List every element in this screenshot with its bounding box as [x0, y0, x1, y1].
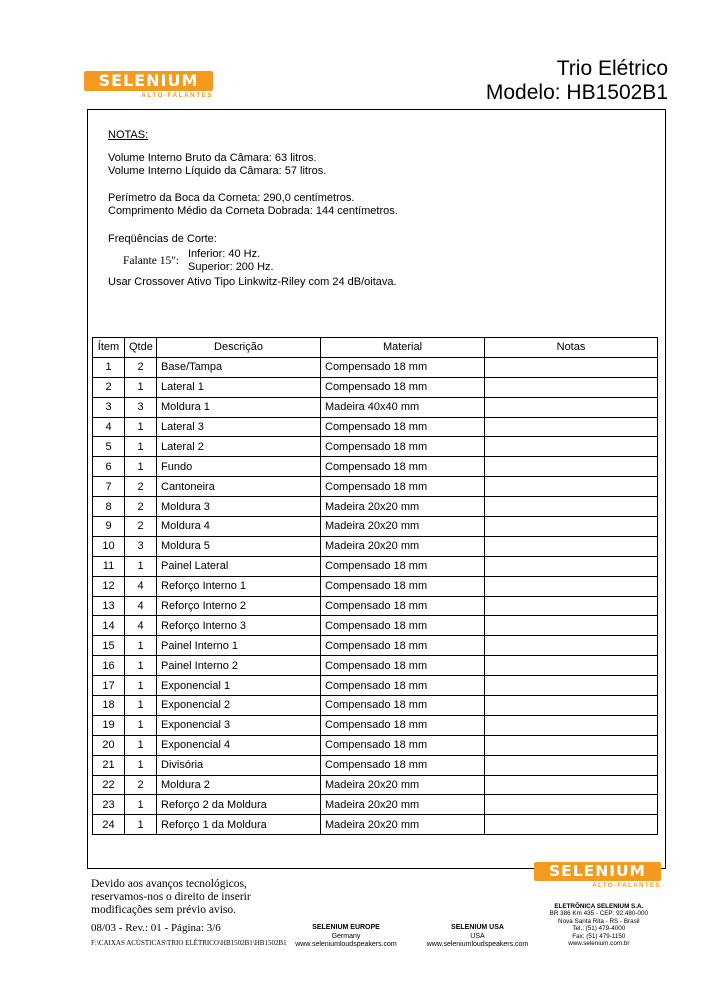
cell-material: Compensado 18 mm — [321, 676, 485, 696]
office-usa — [420, 924, 535, 950]
note-crossover: Usar Crossover Ativo Tipo Linkwitz-Riley com 24 dB/oitava. — [108, 276, 397, 288]
cell-description: Painel Lateral — [157, 556, 321, 576]
note-lower-freq: Inferior: 40 Hz. — [188, 248, 261, 260]
cell-item: 24 — [93, 815, 125, 835]
cell-item: 8 — [93, 497, 125, 517]
cell-notes — [485, 477, 658, 497]
title-line-2: Modelo: HB1502B1 — [485, 81, 668, 104]
note-volume-net: Volume Interno Líquido da Câmara: 57 litros. — [108, 165, 327, 177]
cell-notes — [485, 636, 658, 656]
cell-material: Madeira 40x40 mm — [321, 397, 485, 417]
header-qty: Qtde — [125, 338, 157, 358]
cell-description: Reforço Interno 2 — [157, 596, 321, 616]
cell-notes — [485, 735, 658, 755]
cell-material: Compensado 18 mm — [321, 596, 485, 616]
europe-web: www.seleniumloudspeakers.com — [295, 941, 397, 948]
cell-notes — [485, 457, 658, 477]
logo-subtitle: ALTO-FALANTES — [141, 92, 213, 99]
cell-description: Moldura 5 — [157, 536, 321, 556]
cell-material: Madeira 20x20 mm — [321, 815, 485, 835]
cell-notes — [485, 596, 658, 616]
footer-logo-badge — [534, 862, 661, 881]
cell-material: Compensado 18 mm — [321, 616, 485, 636]
cell-notes — [485, 397, 658, 417]
cell-notes — [485, 556, 658, 576]
table-row — [93, 676, 658, 696]
note-horn-perimeter: Perímetro da Boca da Corneta: 290,0 centímetros. — [108, 192, 355, 204]
cell-item: 11 — [93, 556, 125, 576]
cell-description: Moldura 1 — [157, 397, 321, 417]
cell-item: 17 — [93, 676, 125, 696]
table-row — [93, 656, 658, 676]
cell-description: Cantoneira — [157, 477, 321, 497]
table-row — [93, 715, 658, 735]
cell-item: 3 — [93, 397, 125, 417]
cell-material: Compensado 18 mm — [321, 696, 485, 716]
cell-item: 4 — [93, 417, 125, 437]
cell-qty: 1 — [125, 556, 157, 576]
company-name: ELETRÔNICA SELENIUM S.A. — [554, 903, 644, 910]
usa-name: SELENIUM USA — [451, 924, 504, 931]
cell-material: Compensado 18 mm — [321, 357, 485, 377]
usa-web: www.seleniumloudspeakers.com — [426, 941, 529, 948]
company-address: BR 386 Km 435 - CEP: 92.480-000 — [549, 910, 648, 918]
cell-notes — [485, 676, 658, 696]
cell-description: Fundo — [157, 457, 321, 477]
cell-material: Compensado 18 mm — [321, 656, 485, 676]
cell-item: 18 — [93, 696, 125, 716]
note-horn-length: Comprimento Médio da Corneta Dobrada: 144 centímetros. — [108, 205, 398, 217]
cell-notes — [485, 497, 658, 517]
cell-material: Compensado 18 mm — [321, 715, 485, 735]
cell-material: Compensado 18 mm — [321, 576, 485, 596]
table-row — [93, 357, 658, 377]
table-row — [93, 536, 658, 556]
cell-notes — [485, 576, 658, 596]
cell-qty: 2 — [125, 497, 157, 517]
table-row — [93, 795, 658, 815]
cell-qty: 1 — [125, 417, 157, 437]
header-material: Material — [321, 338, 485, 358]
cell-notes — [485, 775, 658, 795]
file-path: F:\CAIXAS ACÚSTICAS\TRIO ELÉTRICO\HB1502B1\HB1502B1 — [91, 939, 287, 947]
cell-notes — [485, 437, 658, 457]
cell-notes — [485, 517, 658, 537]
cell-material: Madeira 20x20 mm — [321, 497, 485, 517]
cell-notes — [485, 755, 658, 775]
cell-notes — [485, 616, 658, 636]
parts-table-body — [93, 357, 658, 834]
cell-description: Painel Interno 2 — [157, 656, 321, 676]
table-row — [93, 775, 658, 795]
cell-item: 13 — [93, 596, 125, 616]
header-description: Descrição — [157, 338, 321, 358]
cell-qty: 1 — [125, 815, 157, 835]
company-city: Nova Santa Rita - RS - Brasil — [558, 917, 640, 925]
cell-description: Painel Interno 1 — [157, 636, 321, 656]
cell-qty: 1 — [125, 696, 157, 716]
cell-material: Compensado 18 mm — [321, 556, 485, 576]
notes-heading: NOTAS: — [108, 129, 149, 141]
cell-notes — [485, 656, 658, 676]
europe-name: SELENIUM EUROPE — [312, 924, 380, 931]
cell-material: Compensado 18 mm — [321, 457, 485, 477]
cell-item: 14 — [93, 616, 125, 636]
table-row — [93, 636, 658, 656]
cell-qty: 1 — [125, 676, 157, 696]
cell-qty: 2 — [125, 517, 157, 537]
note-cutoff-heading: Freqüências de Corte: — [108, 233, 217, 245]
disclaimer-line-2: reservamos-nos o direito de inserir — [91, 891, 251, 903]
table-row — [93, 735, 658, 755]
cell-material: Madeira 20x20 mm — [321, 775, 485, 795]
cell-description: Exponencial 2 — [157, 696, 321, 716]
header-item: Ítem — [93, 338, 125, 358]
cell-description: Exponencial 1 — [157, 676, 321, 696]
table-row — [93, 616, 658, 636]
company-fax: Fax: (51) 479-1150 — [572, 932, 626, 940]
cell-qty: 1 — [125, 457, 157, 477]
logo-text: SELENIUM — [98, 71, 199, 90]
cell-item: 10 — [93, 536, 125, 556]
table-row — [93, 696, 658, 716]
header-notes: Notas — [485, 338, 658, 358]
cell-item: 7 — [93, 477, 125, 497]
cell-material: Compensado 18 mm — [321, 735, 485, 755]
cell-item: 12 — [93, 576, 125, 596]
table-row — [93, 556, 658, 576]
cell-qty: 2 — [125, 477, 157, 497]
cell-qty: 1 — [125, 437, 157, 457]
cell-qty: 2 — [125, 775, 157, 795]
cell-material: Madeira 20x20 mm — [321, 536, 485, 556]
europe-country: Germany — [331, 932, 361, 940]
parts-table — [92, 337, 658, 835]
cell-notes — [485, 715, 658, 735]
footer-logo-subtitle: ALTO-FALANTES — [592, 882, 661, 889]
table-row — [93, 437, 658, 457]
cell-notes — [485, 377, 658, 397]
usa-country: USA — [470, 932, 485, 940]
cell-qty: 3 — [125, 397, 157, 417]
company-tel: Tel.: (51) 479-4000 — [572, 925, 626, 933]
cell-material: Madeira 20x20 mm — [321, 795, 485, 815]
title-line-1: Trio Elétrico — [556, 57, 668, 80]
cell-description: Reforço Interno 1 — [157, 576, 321, 596]
cell-material: Compensado 18 mm — [321, 755, 485, 775]
disclaimer-line-3: modificações sem prévio aviso. — [91, 904, 236, 916]
cell-notes — [485, 536, 658, 556]
cell-item: 16 — [93, 656, 125, 676]
cell-qty: 2 — [125, 357, 157, 377]
cell-notes — [485, 696, 658, 716]
footer-disclaimer — [91, 878, 251, 917]
table-row — [93, 457, 658, 477]
cell-material: Compensado 18 mm — [321, 377, 485, 397]
company-web: www.selenium.com.br — [568, 940, 630, 948]
cell-description: Lateral 1 — [157, 377, 321, 397]
cell-description: Lateral 3 — [157, 417, 321, 437]
cell-qty: 1 — [125, 735, 157, 755]
cell-material: Compensado 18 mm — [321, 437, 485, 457]
cell-item: 19 — [93, 715, 125, 735]
cell-item: 15 — [93, 636, 125, 656]
cell-qty: 1 — [125, 715, 157, 735]
cell-description: Moldura 2 — [157, 775, 321, 795]
note-speaker-label: Falante 15": — [123, 255, 180, 267]
cell-item: 9 — [93, 517, 125, 537]
cell-qty: 1 — [125, 636, 157, 656]
logo-badge — [84, 71, 213, 91]
cell-notes — [485, 417, 658, 437]
cell-description: Exponencial 3 — [157, 715, 321, 735]
note-volume-gross: Volume Interno Bruto da Câmara: 63 litros. — [108, 152, 317, 164]
note-upper-freq: Superior: 200 Hz. — [188, 261, 274, 273]
cell-material: Madeira 20x20 mm — [321, 517, 485, 537]
cell-description: Moldura 3 — [157, 497, 321, 517]
cell-notes — [485, 815, 658, 835]
cell-qty: 1 — [125, 755, 157, 775]
cell-item: 5 — [93, 437, 125, 457]
cell-qty: 1 — [125, 377, 157, 397]
cell-qty: 4 — [125, 576, 157, 596]
cell-qty: 3 — [125, 536, 157, 556]
disclaimer-line-1: Devido aos avanços tecnológicos, — [91, 878, 247, 890]
cell-description: Divisória — [157, 755, 321, 775]
page-title — [486, 57, 668, 105]
cell-qty: 1 — [125, 656, 157, 676]
cell-item: 6 — [93, 457, 125, 477]
table-row — [93, 397, 658, 417]
cell-notes — [485, 795, 658, 815]
cell-description: Exponencial 4 — [157, 735, 321, 755]
table-row — [93, 477, 658, 497]
table-row — [93, 517, 658, 537]
cell-description: Base/Tampa — [157, 357, 321, 377]
cell-notes — [485, 357, 658, 377]
cell-description: Reforço Interno 3 — [157, 616, 321, 636]
cell-description: Reforço 2 da Moldura — [157, 795, 321, 815]
table-row — [93, 755, 658, 775]
table-row — [93, 596, 658, 616]
table-row — [93, 815, 658, 835]
table-row — [93, 576, 658, 596]
cell-material: Compensado 18 mm — [321, 477, 485, 497]
revision-info: 08/03 - Rev.: 01 - Página: 3/6 — [91, 922, 221, 934]
table-row — [93, 417, 658, 437]
cell-qty: 4 — [125, 616, 157, 636]
cell-description: Lateral 2 — [157, 437, 321, 457]
cell-item: 23 — [93, 795, 125, 815]
cell-item: 22 — [93, 775, 125, 795]
cell-description: Moldura 4 — [157, 517, 321, 537]
cell-material: Compensado 18 mm — [321, 636, 485, 656]
cell-item: 21 — [93, 755, 125, 775]
cell-item: 20 — [93, 735, 125, 755]
office-europe — [292, 924, 400, 950]
cell-qty: 4 — [125, 596, 157, 616]
company-info — [550, 903, 648, 947]
cell-description: Reforço 1 da Moldura — [157, 815, 321, 835]
cell-qty: 1 — [125, 795, 157, 815]
table-header-row — [93, 338, 658, 358]
cell-item: 2 — [93, 377, 125, 397]
footer-logo-text: SELENIUM — [549, 862, 646, 880]
cell-material: Compensado 18 mm — [321, 417, 485, 437]
table-row — [93, 497, 658, 517]
table-row — [93, 377, 658, 397]
cell-item: 1 — [93, 357, 125, 377]
